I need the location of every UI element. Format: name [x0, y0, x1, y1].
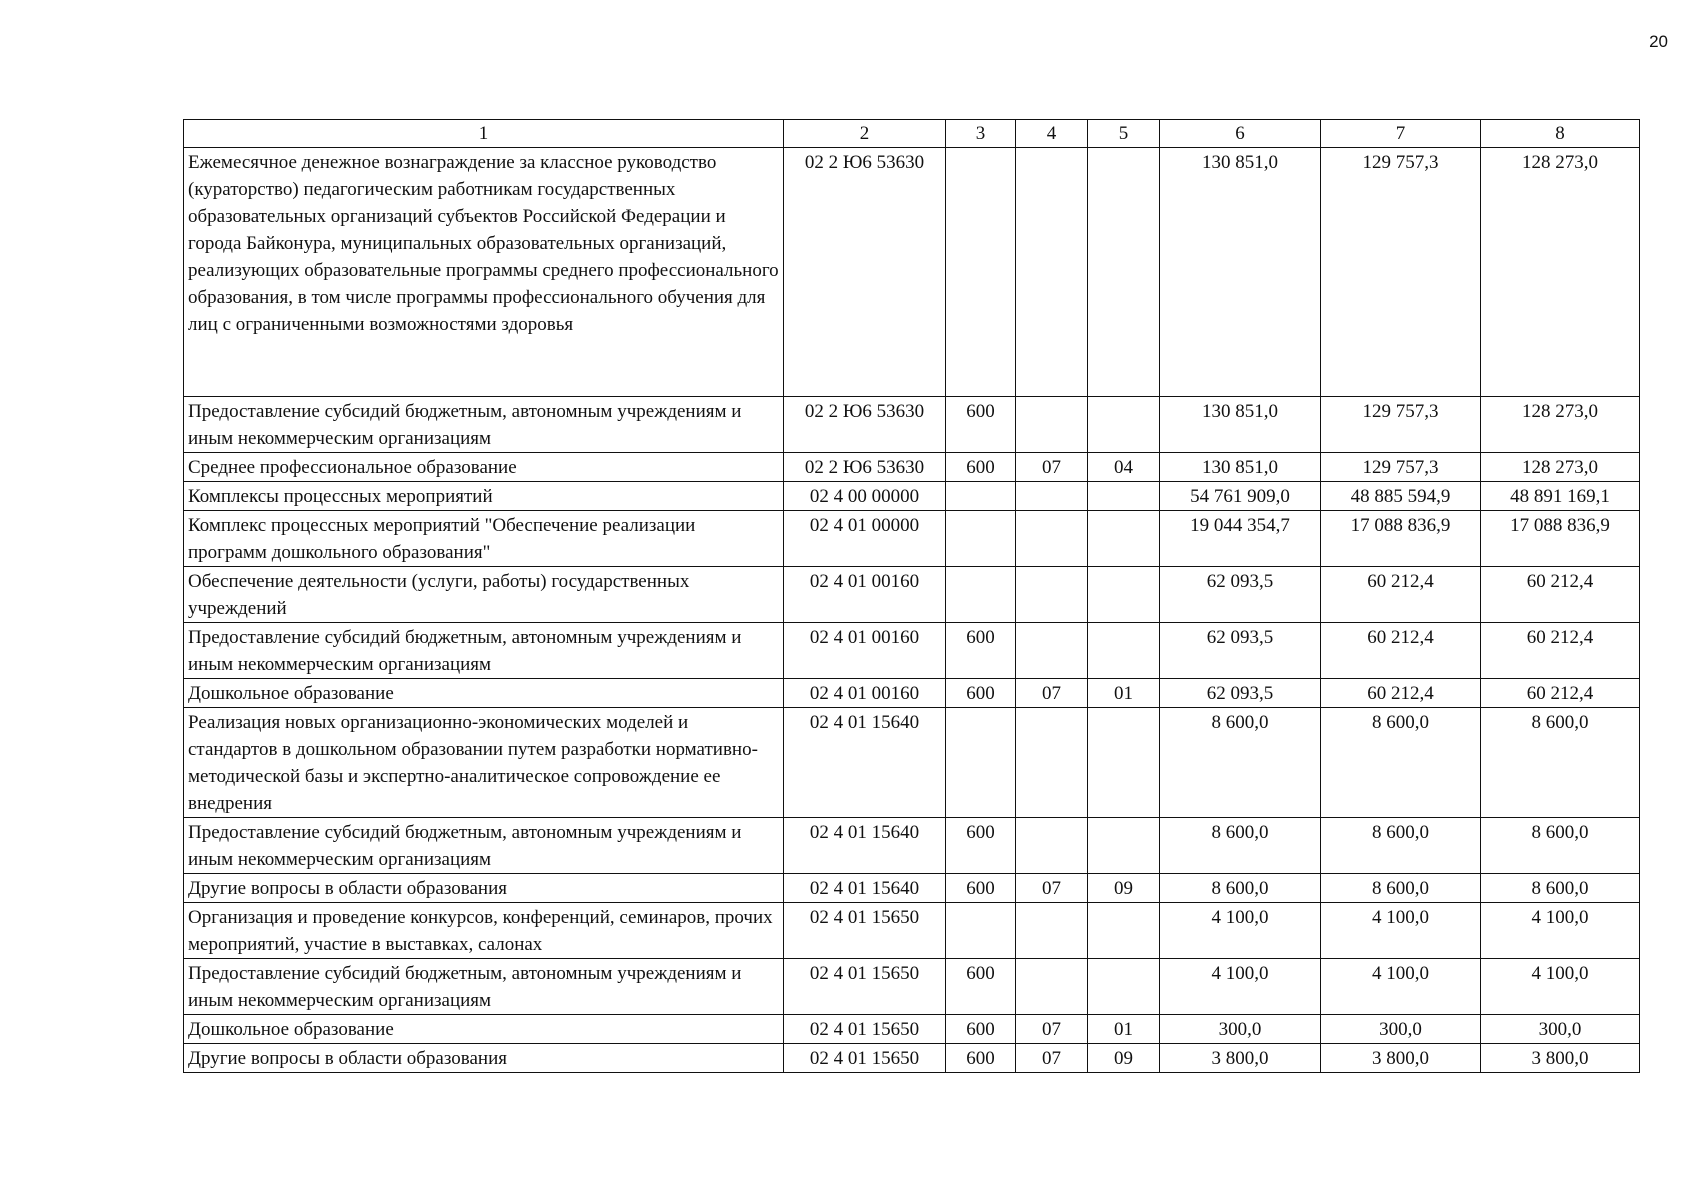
page-number: 20	[1649, 32, 1668, 51]
section-code: 07	[1016, 453, 1088, 482]
subsection-code: 04	[1088, 453, 1160, 482]
amount-col6: 62 093,5	[1160, 567, 1321, 623]
expense-type: 600	[946, 1044, 1016, 1073]
table-row	[184, 511, 1640, 567]
amount-col6: 19 044 354,7	[1160, 511, 1321, 567]
header-cell: 6	[1160, 120, 1321, 148]
target-code: 02 2 Ю6 53630	[784, 397, 946, 453]
amount-col6: 130 851,0	[1160, 397, 1321, 453]
target-code: 02 2 Ю6 53630	[784, 148, 946, 397]
table-row	[184, 1044, 1640, 1073]
amount-col6: 130 851,0	[1160, 148, 1321, 397]
table-row	[184, 818, 1640, 874]
table-row	[184, 482, 1640, 511]
expense-type: 600	[946, 397, 1016, 453]
amount-col7: 8 600,0	[1321, 874, 1481, 903]
table-row	[184, 148, 1640, 397]
item-name: Организация и проведение конкурсов, конференций, семинаров, прочих мероприятий, участие в выставках, салонах	[184, 903, 784, 959]
section-code	[1016, 959, 1088, 1015]
subsection-code	[1088, 148, 1160, 397]
table-row	[184, 708, 1640, 818]
amount-col8: 60 212,4	[1481, 623, 1640, 679]
item-name: Обеспечение деятельности (услуги, работы) государственных учреждений	[184, 567, 784, 623]
amount-col6: 3 800,0	[1160, 1044, 1321, 1073]
amount-col6: 8 600,0	[1160, 818, 1321, 874]
amount-col7: 3 800,0	[1321, 1044, 1481, 1073]
table-row	[184, 567, 1640, 623]
table-row	[184, 959, 1640, 1015]
expense-type	[946, 708, 1016, 818]
amount-col8: 17 088 836,9	[1481, 511, 1640, 567]
target-code: 02 4 01 00000	[784, 511, 946, 567]
expense-type: 600	[946, 453, 1016, 482]
table-row	[184, 1015, 1640, 1044]
subsection-code	[1088, 397, 1160, 453]
table-row	[184, 397, 1640, 453]
header-row	[184, 120, 1640, 148]
item-name: Комплекс процессных мероприятий "Обеспечение реализации программ дошкольного образования"	[184, 511, 784, 567]
amount-col8: 128 273,0	[1481, 148, 1640, 397]
subsection-code	[1088, 818, 1160, 874]
amount-col7: 17 088 836,9	[1321, 511, 1481, 567]
header-cell: 7	[1321, 120, 1481, 148]
amount-col8: 60 212,4	[1481, 679, 1640, 708]
expense-type: 600	[946, 959, 1016, 1015]
amount-col7: 300,0	[1321, 1015, 1481, 1044]
expense-type: 600	[946, 679, 1016, 708]
subsection-code	[1088, 708, 1160, 818]
header-cell: 5	[1088, 120, 1160, 148]
amount-col7: 60 212,4	[1321, 567, 1481, 623]
amount-col7: 48 885 594,9	[1321, 482, 1481, 511]
subsection-code	[1088, 567, 1160, 623]
target-code: 02 4 01 00160	[784, 679, 946, 708]
expense-type	[946, 511, 1016, 567]
expense-type	[946, 567, 1016, 623]
section-code	[1016, 708, 1088, 818]
item-name: Предоставление субсидий бюджетным, автономным учреждениям и иным некоммерческим организациям	[184, 397, 784, 453]
amount-col7: 4 100,0	[1321, 959, 1481, 1015]
amount-col8: 8 600,0	[1481, 708, 1640, 818]
amount-col6: 4 100,0	[1160, 959, 1321, 1015]
section-code	[1016, 623, 1088, 679]
table-row	[184, 903, 1640, 959]
section-code	[1016, 482, 1088, 511]
target-code: 02 4 01 00160	[784, 623, 946, 679]
target-code: 02 4 01 15640	[784, 708, 946, 818]
section-code: 07	[1016, 679, 1088, 708]
section-code	[1016, 511, 1088, 567]
amount-col7: 60 212,4	[1321, 679, 1481, 708]
amount-col7: 129 757,3	[1321, 397, 1481, 453]
target-code: 02 4 01 15640	[784, 874, 946, 903]
section-code	[1016, 567, 1088, 623]
amount-col8: 8 600,0	[1481, 874, 1640, 903]
item-name: Дошкольное образование	[184, 1015, 784, 1044]
amount-col6: 62 093,5	[1160, 679, 1321, 708]
amount-col7: 60 212,4	[1321, 623, 1481, 679]
header-cell: 8	[1481, 120, 1640, 148]
item-name: Ежемесячное денежное вознаграждение за классное руководство (кураторство) педагогическим работникам государственных образовательных организаций субъектов Российской Федерации и города Байконура, муниципальных образовательных организаций, реализующих образовательные программы среднего профессионального образования, в том числе программы профессионального обучения для лиц с ограниченными возможностями здоровья	[184, 148, 784, 397]
section-code: 07	[1016, 1044, 1088, 1073]
section-code: 07	[1016, 1015, 1088, 1044]
amount-col8: 128 273,0	[1481, 453, 1640, 482]
target-code: 02 4 01 15650	[784, 959, 946, 1015]
amount-col8: 128 273,0	[1481, 397, 1640, 453]
section-code	[1016, 818, 1088, 874]
amount-col8: 48 891 169,1	[1481, 482, 1640, 511]
subsection-code	[1088, 959, 1160, 1015]
subsection-code: 01	[1088, 1015, 1160, 1044]
item-name: Предоставление субсидий бюджетным, автономным учреждениям и иным некоммерческим организациям	[184, 959, 784, 1015]
target-code: 02 4 01 15650	[784, 903, 946, 959]
table-row	[184, 453, 1640, 482]
amount-col6: 8 600,0	[1160, 874, 1321, 903]
item-name: Предоставление субсидий бюджетным, автономным учреждениям и иным некоммерческим организациям	[184, 623, 784, 679]
table-row	[184, 679, 1640, 708]
amount-col6: 8 600,0	[1160, 708, 1321, 818]
header-cell: 2	[784, 120, 946, 148]
section-code	[1016, 148, 1088, 397]
amount-col6: 62 093,5	[1160, 623, 1321, 679]
amount-col6: 300,0	[1160, 1015, 1321, 1044]
amount-col6: 130 851,0	[1160, 453, 1321, 482]
amount-col8: 3 800,0	[1481, 1044, 1640, 1073]
subsection-code: 01	[1088, 679, 1160, 708]
item-name: Предоставление субсидий бюджетным, автономным учреждениям и иным некоммерческим организациям	[184, 818, 784, 874]
amount-col8: 8 600,0	[1481, 818, 1640, 874]
section-code	[1016, 903, 1088, 959]
target-code: 02 4 00 00000	[784, 482, 946, 511]
header-cell: 4	[1016, 120, 1088, 148]
expense-type	[946, 482, 1016, 511]
expense-type	[946, 903, 1016, 959]
header-cell: 3	[946, 120, 1016, 148]
target-code: 02 4 01 00160	[784, 567, 946, 623]
subsection-code	[1088, 623, 1160, 679]
item-name: Дошкольное образование	[184, 679, 784, 708]
item-name: Реализация новых организационно-экономических моделей и стандартов в дошкольном образовании путем разработки нормативно-методической базы и экспертно-аналитическое сопровождение ее внедрения	[184, 708, 784, 818]
amount-col8: 300,0	[1481, 1015, 1640, 1044]
item-name: Другие вопросы в области образования	[184, 1044, 784, 1073]
item-name: Другие вопросы в области образования	[184, 874, 784, 903]
item-name: Комплексы процессных мероприятий	[184, 482, 784, 511]
table-row	[184, 623, 1640, 679]
subsection-code	[1088, 511, 1160, 567]
section-code	[1016, 397, 1088, 453]
expense-type: 600	[946, 623, 1016, 679]
header-cell: 1	[184, 120, 784, 148]
target-code: 02 4 01 15650	[784, 1015, 946, 1044]
amount-col8: 60 212,4	[1481, 567, 1640, 623]
expense-type: 600	[946, 818, 1016, 874]
amount-col8: 4 100,0	[1481, 903, 1640, 959]
amount-col8: 4 100,0	[1481, 959, 1640, 1015]
amount-col7: 129 757,3	[1321, 148, 1481, 397]
amount-col6: 4 100,0	[1160, 903, 1321, 959]
target-code: 02 4 01 15650	[784, 1044, 946, 1073]
target-code: 02 4 01 15640	[784, 818, 946, 874]
amount-col6: 54 761 909,0	[1160, 482, 1321, 511]
item-name: Среднее профессиональное образование	[184, 453, 784, 482]
amount-col7: 8 600,0	[1321, 818, 1481, 874]
amount-col7: 129 757,3	[1321, 453, 1481, 482]
section-code: 07	[1016, 874, 1088, 903]
table-row	[184, 874, 1640, 903]
amount-col7: 4 100,0	[1321, 903, 1481, 959]
budget-table	[183, 119, 1640, 1073]
subsection-code: 09	[1088, 1044, 1160, 1073]
target-code: 02 2 Ю6 53630	[784, 453, 946, 482]
expense-type: 600	[946, 1015, 1016, 1044]
subsection-code: 09	[1088, 874, 1160, 903]
subsection-code	[1088, 482, 1160, 511]
expense-type	[946, 148, 1016, 397]
amount-col7: 8 600,0	[1321, 708, 1481, 818]
expense-type: 600	[946, 874, 1016, 903]
subsection-code	[1088, 903, 1160, 959]
